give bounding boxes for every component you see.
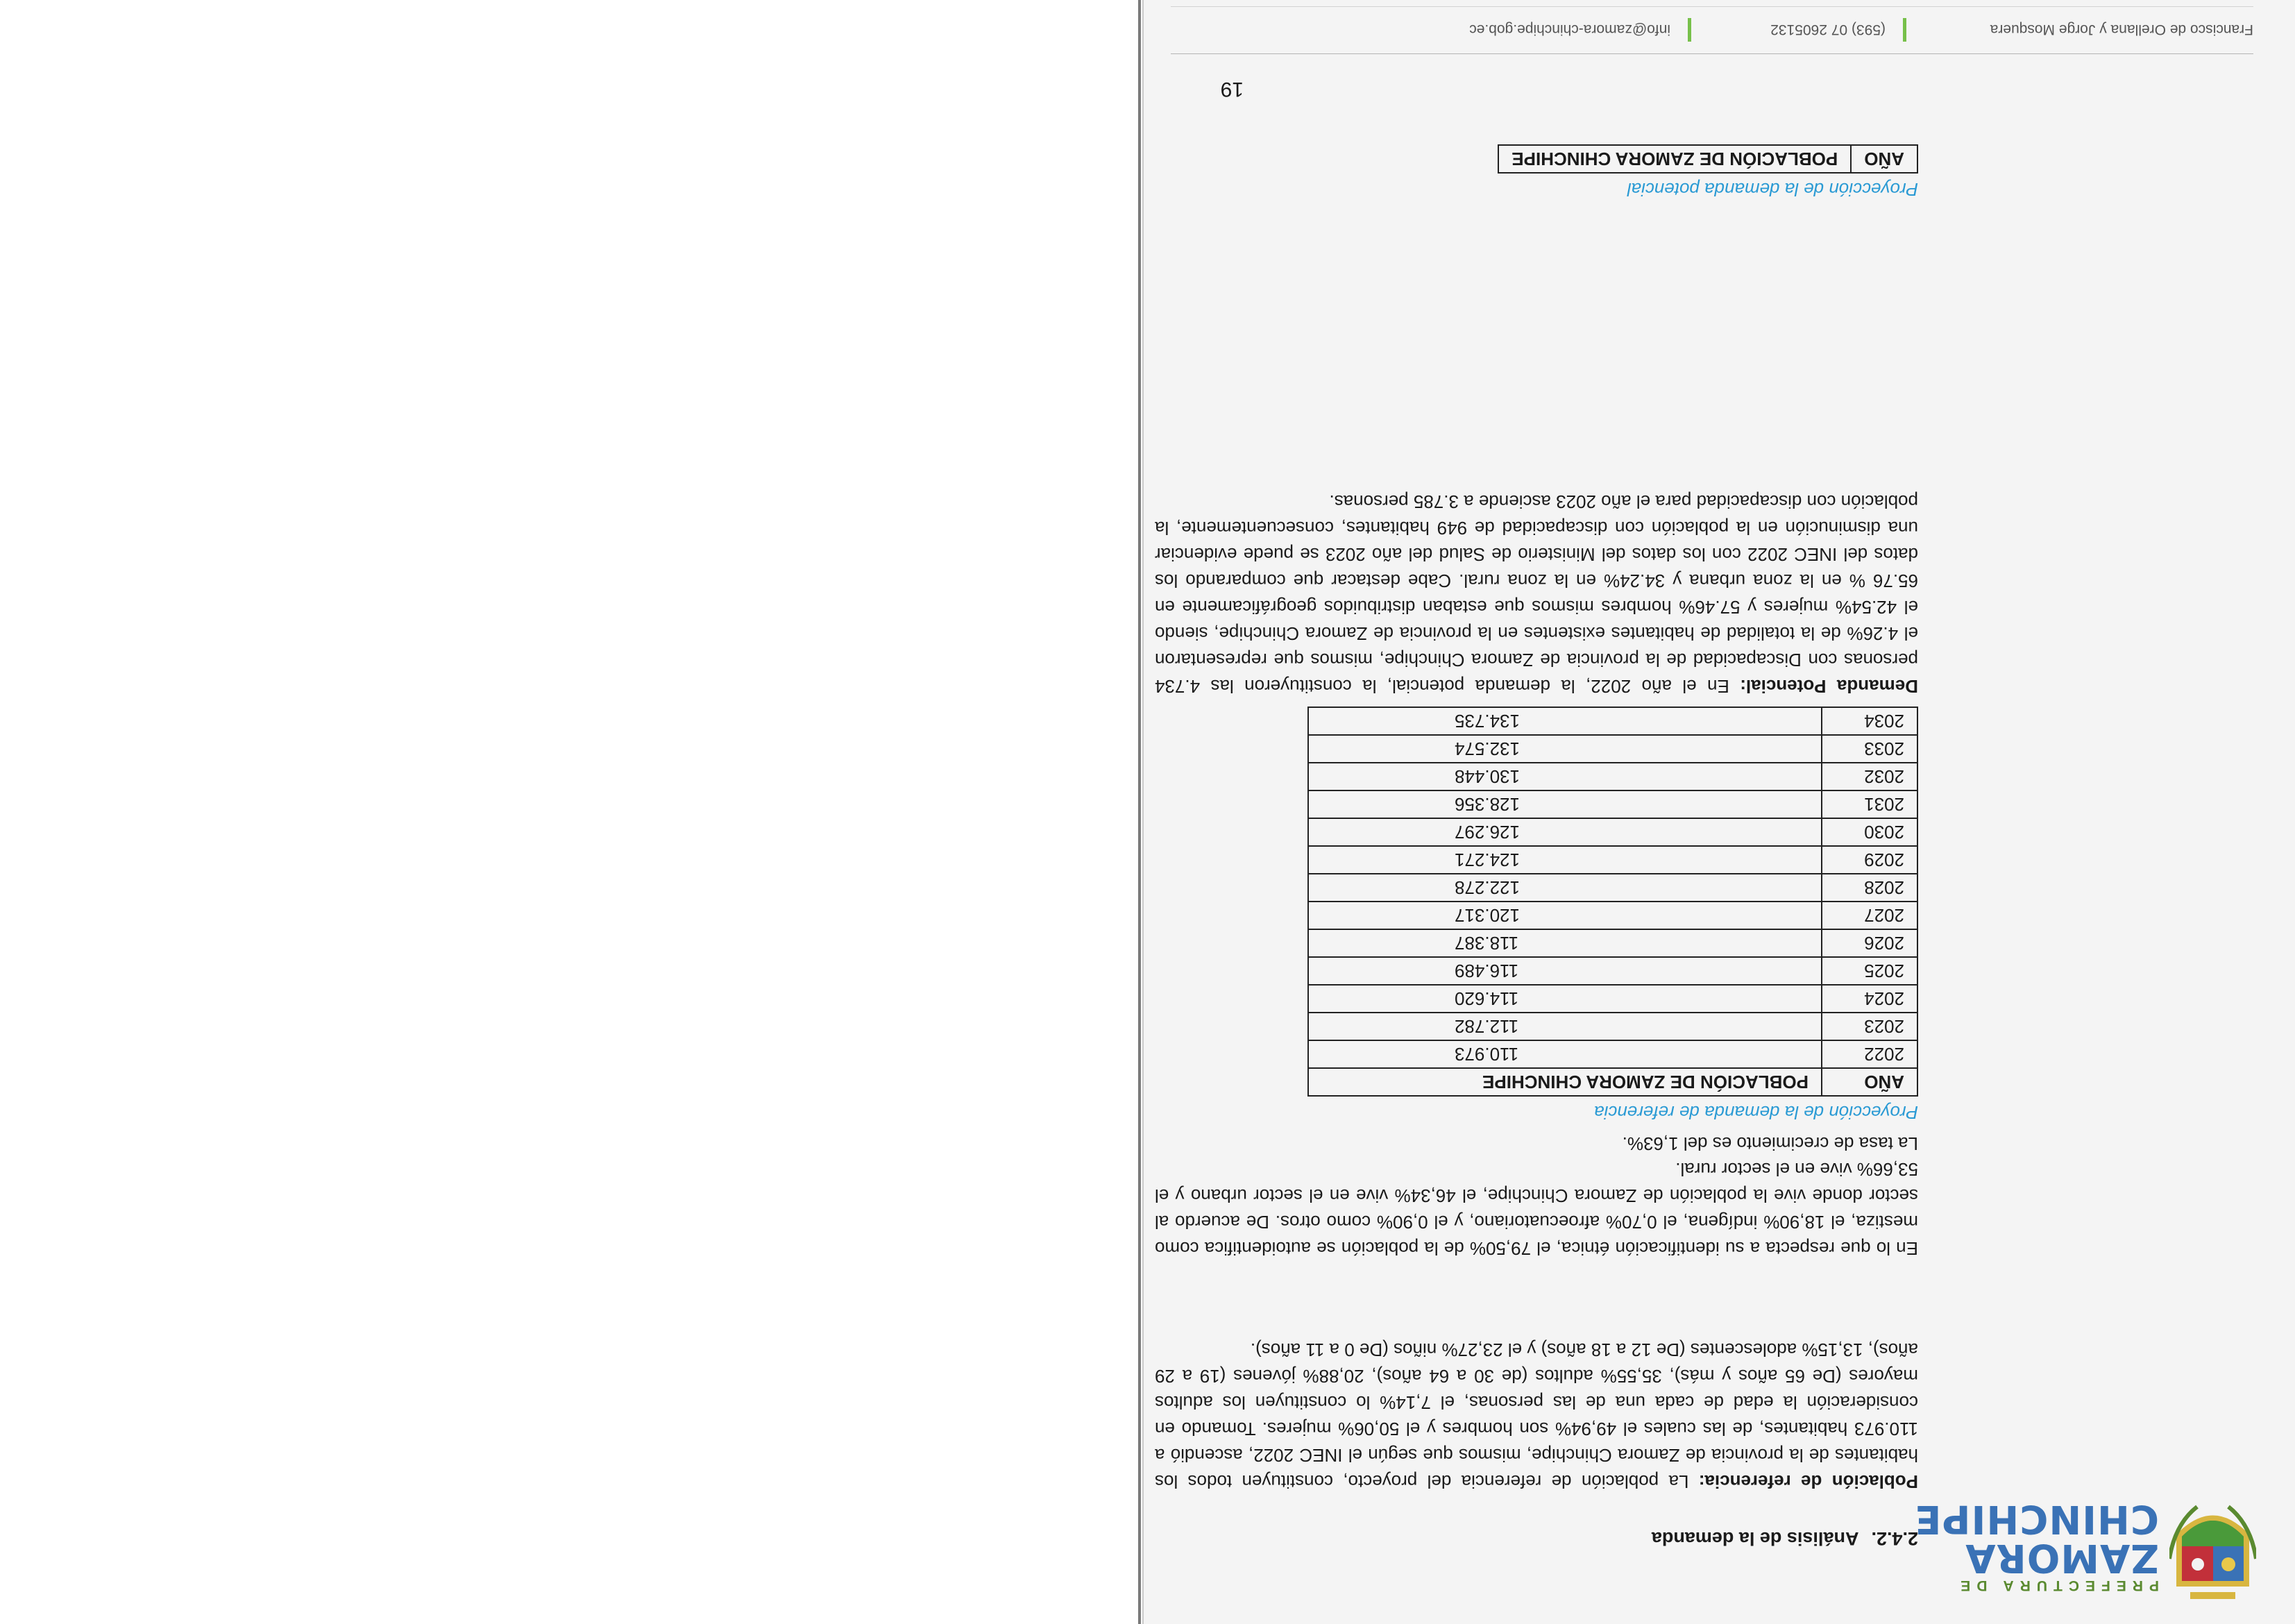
table-row	[1308, 874, 1917, 902]
table-header-row	[1498, 145, 1917, 173]
section-heading	[1652, 1528, 1918, 1549]
footer-phone: (593) 07 2605132	[1770, 22, 1886, 37]
table-row	[1308, 818, 1917, 846]
population-column-header: POBLACIÓN DE ZAMORA CHINCHIPE	[1308, 1068, 1822, 1096]
page-content-rotated	[1144, 0, 2295, 1624]
document-page	[1144, 0, 2295, 1624]
footer-address: Francisco de Orellana y Jorge Mosquera	[1990, 22, 2253, 37]
section-title: Análisis de la demanda	[1651, 1528, 1859, 1549]
reference-table-caption: Proyección de la demanda de referencia	[1594, 1102, 1918, 1123]
coat-of-arms-icon	[2169, 1496, 2256, 1600]
footer-bottom-line	[1171, 6, 2253, 7]
potential-demand-paragraph	[1155, 489, 1918, 700]
table-row	[1308, 1040, 1917, 1068]
footer-separator	[1688, 18, 1691, 42]
year-cell: 2029	[1822, 846, 1917, 874]
population-cell: 112.782	[1308, 1013, 1822, 1040]
footer-email: info@zamora-chinchipe.gob.ec	[1469, 22, 1670, 37]
year-cell: 2022	[1822, 1040, 1917, 1068]
year-column-header: AÑO	[1822, 1068, 1917, 1096]
potential-table-caption: Proyección de la demanda potencial	[1627, 179, 1918, 200]
ethnicity-paragraph: En lo que respecta a su identificación étnica, el 79,50% de la población se autoidentifica como mestiza, el 18,90% indígena, el 0,70% afroecuatoriano, y el 0,90% como otros. De acuerdo al sector donde vive la población de Zamora Chinchipe, el 46,34% vive en el sector urbano y el 53,66% vive en el sector rural.	[1155, 1159, 1918, 1259]
prefecture-logo	[1868, 1486, 2256, 1600]
logo-title-line-1: ZAMORA	[1965, 1535, 2159, 1580]
year-cell: 2032	[1822, 763, 1917, 790]
year-cell: 2034	[1822, 707, 1917, 735]
population-cell: 132.574	[1308, 735, 1822, 763]
table-row	[1308, 957, 1917, 985]
logo-small-text: PREFECTURA DE	[1954, 1578, 2159, 1593]
table-row	[1308, 985, 1917, 1013]
potential-projection-table	[1498, 144, 1918, 174]
reference-population-paragraph	[1155, 1337, 1918, 1495]
year-cell: 2024	[1822, 985, 1917, 1013]
population-cell: 110.973	[1308, 1040, 1822, 1068]
table-row	[1308, 735, 1917, 763]
blank-left-page	[0, 0, 1138, 1624]
reference-population-text: La población de referencia del proyecto, constituyen todos los habitantes de la provincia de Zamora Chinchipe, mismos que según el INEC 2022, ascendió a 110.973 habitantes, de las cuales el 49,94% son hombres y el 50,06% mujeres. Tomando en consideración la edad de cada una de las personas, el 7,14% lo constituyen los adultos mayores (De 65 años y más), 35,55% adultos (de 30 a 64 años), 20,88% jóvenes (19 a 29 años), 13,15% adolescentes (De 12 a 18 años) y el 23,27% niños (De 0 a 11 años).	[1154, 1339, 1918, 1492]
table-row	[1308, 902, 1917, 929]
population-column-header: POBLACIÓN DE ZAMORA CHINCHIPE	[1498, 145, 1851, 173]
table-row	[1308, 707, 1917, 735]
logo-title-line-2: CHINCHIPE	[1914, 1496, 2159, 1541]
year-cell: 2033	[1822, 735, 1917, 763]
population-cell: 124.271	[1308, 846, 1822, 874]
reference-projection-table	[1307, 707, 1918, 1097]
growth-rate-text: La tasa de crecimiento es del 1,63%.	[1622, 1133, 1918, 1154]
population-cell: 128.356	[1308, 790, 1822, 818]
table-row	[1308, 929, 1917, 957]
table-row	[1308, 1013, 1917, 1040]
reference-population-label: Población de referencia:	[1698, 1471, 1918, 1492]
table-row	[1308, 763, 1917, 790]
footer-divider	[1171, 53, 2253, 54]
scan-edge	[1138, 0, 1141, 1624]
population-cell: 118.387	[1308, 929, 1822, 957]
potential-demand-text: En el año 2022, la demanda potencial, la constituyeron las 4.734 personas con Discapacidad de la provincia de Zamora Chinchipe, mismos que representaron el 4.26% de la totalidad de habitantes existentes en la provincia de Zamora Chinchipe, siendo el 42.54% mujeres y 57.46% hombres mismos que estaban distribuidos geográficamente en 65.76 % en la zona urbana y 34.24% en la zona rural. Cabe destacar que comparando los datos del INEC 2022 con los datos del Ministerio de Salud del año 2023 se puede evidenciar una disminución en la población con discapacidad de 949 habitantes, consecuentemente, la población con discapacidad para el año 2023 asciende a 3.785 personas.	[1155, 491, 1918, 697]
year-cell: 2030	[1822, 818, 1917, 846]
table-row	[1308, 790, 1917, 818]
footer-separator	[1903, 18, 1906, 42]
population-cell: 116.489	[1308, 957, 1822, 985]
potential-demand-label: Demanda Potencial:	[1740, 676, 1918, 697]
population-cell: 126.297	[1308, 818, 1822, 846]
section-number: 2.4.2.	[1871, 1528, 1918, 1549]
table-row	[1308, 846, 1917, 874]
year-cell: 2023	[1822, 1013, 1917, 1040]
year-cell: 2028	[1822, 874, 1917, 902]
population-cell: 130.448	[1308, 763, 1822, 790]
population-cell: 122.278	[1308, 874, 1822, 902]
logo-text	[1914, 1496, 2159, 1593]
year-cell: 2031	[1822, 790, 1917, 818]
population-cell: 120.317	[1308, 902, 1822, 929]
year-cell: 2027	[1822, 902, 1917, 929]
population-cell: 114.620	[1308, 985, 1822, 1013]
year-column-header: AÑO	[1851, 145, 1917, 173]
page-footer	[1171, 14, 2253, 42]
population-cell: 134.735	[1308, 707, 1822, 735]
year-cell: 2025	[1822, 957, 1917, 985]
page-number: 19	[1220, 78, 1244, 101]
table-header-row	[1308, 1068, 1917, 1096]
year-cell: 2026	[1822, 929, 1917, 957]
